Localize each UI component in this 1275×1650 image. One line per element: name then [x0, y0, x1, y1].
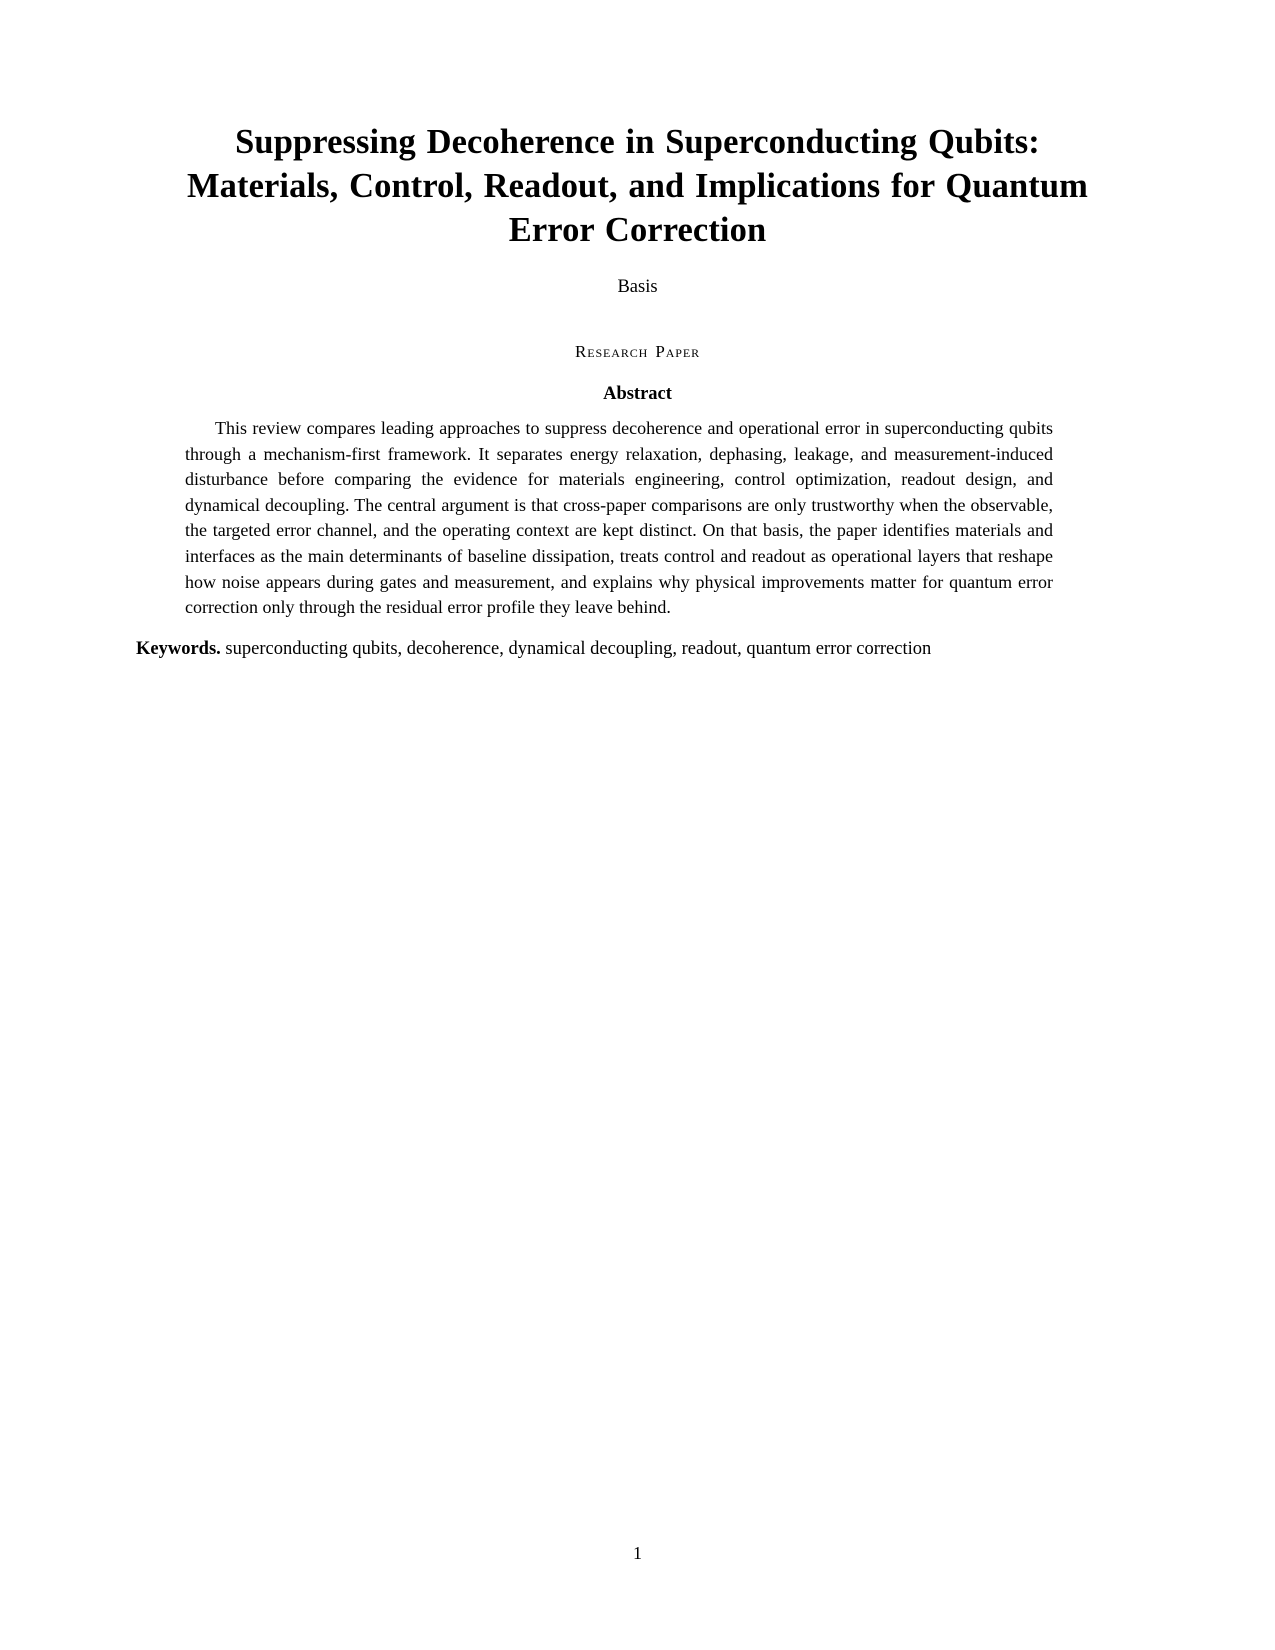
document-kind-label: Research Paper [575, 342, 700, 361]
keywords-line [136, 636, 1101, 662]
abstract-heading: Abstract [603, 384, 672, 404]
title-block [160, 120, 1115, 299]
keywords-values: superconducting qubits, decoherence, dynamical decoupling, readout, quantum error correction [225, 639, 932, 659]
keywords-label: Keywords. [136, 639, 221, 659]
page-title: Suppressing Decoherence in Superconducting Qubits: Materials, Control, Readout, and Implications for Quantum Error Correction [186, 123, 1088, 249]
abstract-text: This review compares leading approaches to suppress decoherence and operational error in superconducting qubits through a mechanism-first framework. It separates energy relaxation, dephasing, leakage, and measurement-induced disturbance before comparing the evidence for materials engineering, control optimization, readout design, and dynamical decoupling. The central argument is that cross-paper comparisons are only trustworthy when the observable, the targeted error channel, and the operating context are kept distinct. On that basis, the paper identifies materials and interfaces as the main determinants of baseline dissipation, treats control and readout as operational layers that reshape how noise appears during gates and measurement, and explains why physical improvements matter for quantum error correction only through the residual error profile they leave behind. [185, 418, 1053, 618]
author-name: Basis [617, 277, 658, 297]
page-number: 1 [633, 1543, 642, 1563]
